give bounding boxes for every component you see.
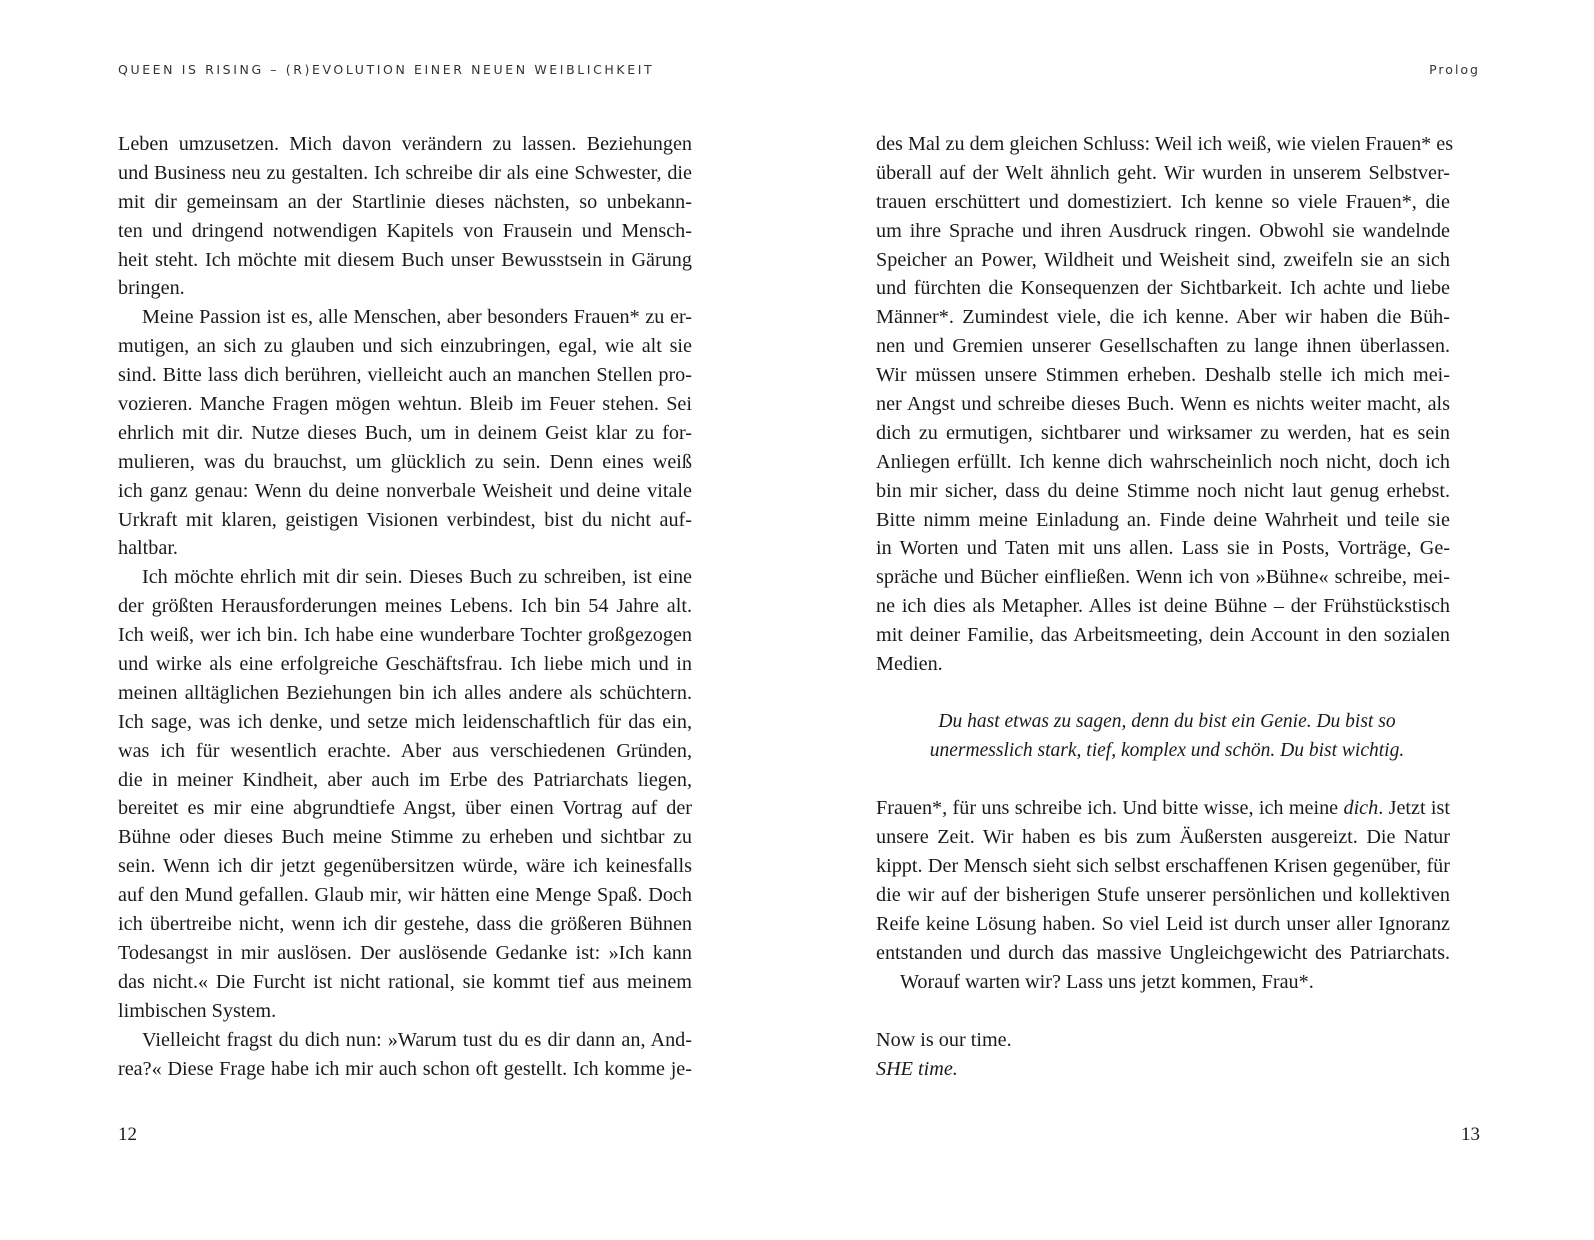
text-line: ner Angst und schreibe dieses Buch. Wenn es nichts weiter macht, als (876, 393, 1450, 416)
pull-quote-line: unermesslich stark, tief, komplex und schön. Du bist wichtig. (929, 739, 1405, 761)
text-line: spräche und Bücher einfließen. Wenn ich von »Bühne« schreibe, mei- (876, 566, 1450, 589)
text-line: rea?« Diese Frage habe ich mir auch schon oft gestellt. Ich komme je- (118, 1057, 692, 1080)
text-line: das nicht.« Die Furcht ist nicht rational, sie kommt tief aus meinem (118, 970, 692, 993)
pull-quote-line: Du hast etwas zu sagen, denn du bist ein Genie. Du bist so (938, 710, 1396, 732)
text-line: Meine Passion ist es, alle Menschen, aber besonders Frauen* zu er- (142, 306, 692, 329)
text-line: mutigen, an sich zu glauben und sich einzubringen, egal, wie alt sie (118, 335, 692, 358)
text-line: Todesangst in mir auslösen. Der auslösende Gedanke ist: »Ich kann (118, 941, 692, 964)
text-line: um ihre Sprache und ihren Ausdruck ringen. Obwohl sie wandelnde (876, 219, 1450, 242)
spacer (876, 997, 1450, 1026)
text-line: Leben umzusetzen. Mich davon verändern zu lassen. Beziehungen (118, 133, 692, 155)
text-line: Anliegen erfüllt. Ich kenne dich wahrscheinlich noch nicht, doch ich (876, 450, 1450, 473)
text-line: Ich möchte ehrlich mit dir sein. Dieses Buch zu schreiben, ist eine (142, 566, 692, 589)
text-run: . Jetzt ist (1378, 797, 1450, 820)
text-line: vozieren. Manche Fragen mögen wehtun. Bleib im Feuer stehen. Sei (118, 393, 692, 416)
text-line: entstanden und durch das massive Ungleichgewicht des Patriarchats. (876, 941, 1450, 964)
text-line: haltbar. (118, 537, 178, 560)
page-number-left: 12 (118, 1124, 137, 1145)
text-line: sind. Bitte lass dich berühren, vielleicht auch an manchen Stellen pro- (118, 364, 692, 387)
text-line: trauen erschüttert und domestiziert. Ich kenne so viele Frauen*, die (876, 190, 1450, 213)
spacer (876, 679, 1450, 708)
text-line: die wir auf der bisherigen Stufe unserer persönlichen und kollektiven (876, 884, 1450, 907)
text-line: Reife keine Lösung haben. So viel Leid ist durch unser aller Ignoranz (876, 913, 1450, 936)
text-line: ne ich dies als Metapher. Alles ist deine Bühne – der Frühstückstisch (876, 595, 1450, 618)
text-line: Ich sage, was ich denke, und setze mich leidenschaftlich für das ein, (118, 710, 692, 733)
text-line: in Worten und Taten mit uns allen. Lass sie in Posts, Vorträge, Ge- (876, 537, 1450, 560)
text-line: unsere Zeit. Wir haben es bis zum Äußersten ausgereizt. Die Natur (876, 826, 1450, 849)
text-line: bereitet es mir eine abgrundtiefe Angst, über einen Vortrag auf der (118, 797, 692, 820)
text-line: was ich für wesentlich erachte. Aber aus verschiedenen Gründen, (118, 739, 692, 762)
text-line: und fürchten die Konsequenzen der Sichtbarkeit. Ich achte und liebe (876, 277, 1450, 300)
spacer (876, 766, 1450, 795)
text-line (876, 794, 1450, 823)
closing-line-italic: SHE time. (876, 1057, 958, 1080)
text-line: bin mir sicher, dass du deine Stimme noch nicht laut genug erhebst. (876, 479, 1450, 502)
text-line: mulieren, was du brauchst, um glücklich zu sein. Denn eines weiß (118, 450, 692, 473)
text-line: Männer*. Zumindest viele, die ich kenne. Aber wir haben die Büh- (876, 306, 1450, 329)
text-line: Worauf warten wir? Lass uns jetzt kommen, Frau*. (900, 970, 1314, 993)
text-line: meinen alltäglichen Beziehungen bin ich alles andere als schüchtern. (118, 681, 692, 704)
text-line: Bühne oder dieses Buch meine Stimme zu erheben und sichtbar zu (118, 826, 692, 849)
right-page-text (876, 130, 1454, 1083)
text-line: ich ganz genau: Wenn du deine nonverbale Weisheit und deine vitale (118, 479, 692, 502)
text-line: Bitte nimm meine Einladung an. Finde deine Wahrheit und teile sie (876, 508, 1450, 531)
text-line: ich übertreibe nicht, wenn ich dir gestehe, dass die größeren Bühnen (118, 913, 692, 936)
emphasis-text: dich (1343, 797, 1379, 820)
running-head-chapter: Prolog (1429, 62, 1480, 77)
text-line: Vielleicht fragst du dich nun: »Warum tust du es dir dann an, And- (142, 1028, 692, 1051)
text-line: auf den Mund gefallen. Glaub mir, wir hätten eine Menge Spaß. Doch (118, 884, 692, 907)
text-run: Frauen*, für uns schreibe ich. Und bitte wisse, ich meine (876, 797, 1344, 820)
text-line: und Business neu zu gestalten. Ich schreibe dir als eine Schwester, die (118, 161, 692, 184)
text-line: limbischen System. (118, 999, 277, 1022)
text-line: ehrlich mit dir. Nutze dieses Buch, um in deinem Geist klar zu for- (118, 421, 692, 444)
page-number-right: 13 (1461, 1124, 1480, 1145)
text-line: nen und Gremien unserer Gesellschaften zu lange ihnen überlassen. (876, 335, 1450, 358)
text-line: mit deiner Familie, das Arbeitsmeeting, dein Account in den sozialen (876, 624, 1450, 647)
running-head-book-title: QUEEN IS RISING – (R)EVOLUTION EINER NEUEN WEIBLICHKEIT (118, 62, 655, 77)
text-line: Ich weiß, wer ich bin. Ich habe eine wunderbare Tochter großgezogen (118, 624, 692, 647)
text-line: Medien. (876, 653, 943, 676)
text-line: bringen. (118, 277, 185, 300)
closing-line: Now is our time. (876, 1028, 1012, 1051)
text-line: und wirke als eine erfolgreiche Geschäftsfrau. Ich liebe mich und in (118, 653, 692, 676)
text-line: Wir müssen unsere Stimmen erheben. Deshalb stelle ich mich mei- (876, 364, 1450, 387)
text-line: der größten Herausforderungen meines Lebens. Ich bin 54 Jahre alt. (118, 595, 692, 618)
text-line: überall auf der Welt ähnlich geht. Wir wurden in unserem Selbstver- (876, 161, 1450, 184)
text-line: Speicher an Power, Wildheit und Weisheit sind, zweifeln sie an sich (876, 248, 1450, 271)
text-line: ten und dringend notwendigen Kapitels von Frausein und Mensch- (118, 219, 692, 242)
text-line: die in meiner Kindheit, aber auch im Erbe des Patriarchats liegen, (118, 768, 692, 791)
text-line: kippt. Der Mensch sieht sich selbst erschaffenen Krisen gegenüber, für (876, 855, 1450, 878)
text-line: dich zu ermutigen, sichtbarer und wirksamer zu werden, hat es sein (876, 421, 1450, 444)
text-line: heit steht. Ich möchte mit diesem Buch unser Bewusstsein in Gärung (118, 248, 692, 271)
left-page-text (118, 130, 692, 1083)
text-line: Urkraft mit klaren, geistigen Visionen verbindest, bist du nicht auf- (118, 508, 692, 531)
text-line: des Mal zu dem gleichen Schluss: Weil ich weiß, wie vielen Frauen* es (876, 133, 1454, 155)
text-line: sein. Wenn ich dir jetzt gegenübersitzen würde, wäre ich keinesfalls (118, 855, 692, 878)
text-line: mit dir gemeinsam an der Startlinie dieses nächsten, so unbekann- (118, 190, 692, 213)
